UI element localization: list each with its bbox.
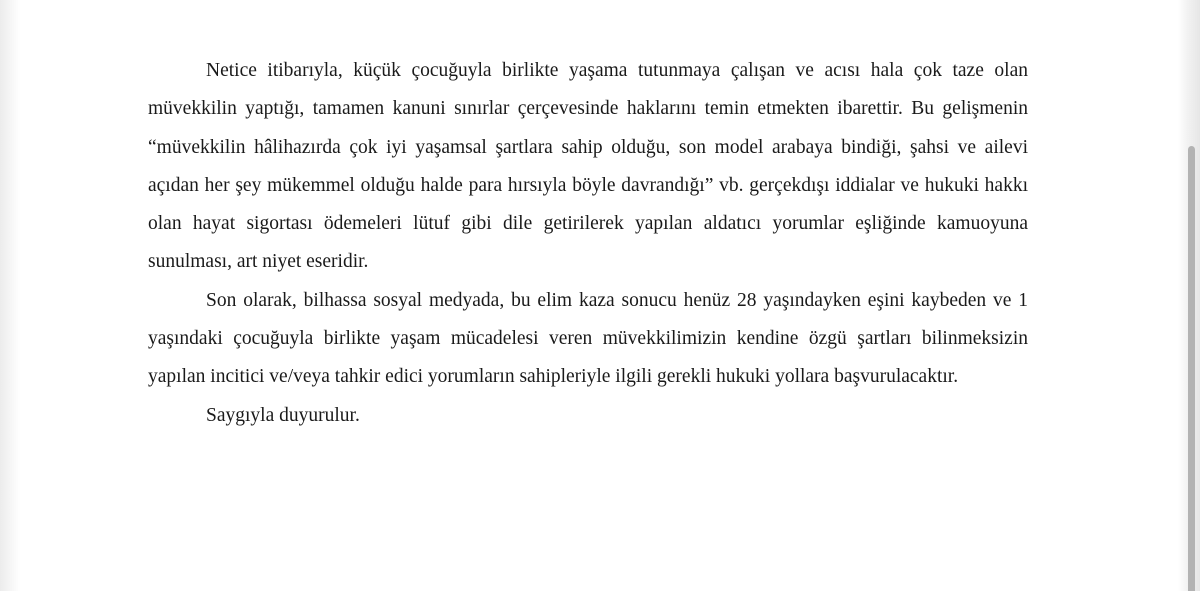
- scrollbar-thumb[interactable]: [1188, 146, 1195, 591]
- paragraph-conclusion: Netice itibarıyla, küçük çocuğuyla birlikte yaşama tutunmaya çalışan ve acısı hala çok taze olan müvekkilin yaptığı, tamamen kanuni sınırlar çerçevesinde haklarını temin etmekten ibarettir. Bu gelişmenin “müvekkilin hâlihazırda çok iyi yaşamsal şartlara sahip olduğu, son model arabaya bindiği, şahsi ve ailevi açıdan her şey mükemmel olduğu halde para hırsıyla böyle davrandığı” vb. gerçekdışı iddialar ve hukuki hakkı olan hayat sigortası ödemeleri lütuf gibi dile getirilerek yapılan aldatıcı yorumlar eşliğinde kamuoyuna sunulması, art niyet eseridir.: [148, 60, 1028, 273]
- paragraph-signoff: Saygıyla duyurulur.: [206, 404, 360, 426]
- document-page: [148, 52, 1028, 435]
- vertical-scrollbar[interactable]: [1184, 0, 1200, 591]
- page-left-edge: [0, 0, 20, 591]
- paragraph-legal-action: Son olarak, bilhassa sosyal medyada, bu elim kaza sonucu henüz 28 yaşındayken eşini kaybeden ve 1 yaşındaki çocuğuyla birlikte yaşam mücadelesi veren müvekkilimizin kendine özgü şartları bilinmeksizin yapılan incitici ve/veya tahkir edici yorumların sahipleriyle ilgili gerekli hukuki yollara başvurulacaktır.: [148, 289, 1028, 388]
